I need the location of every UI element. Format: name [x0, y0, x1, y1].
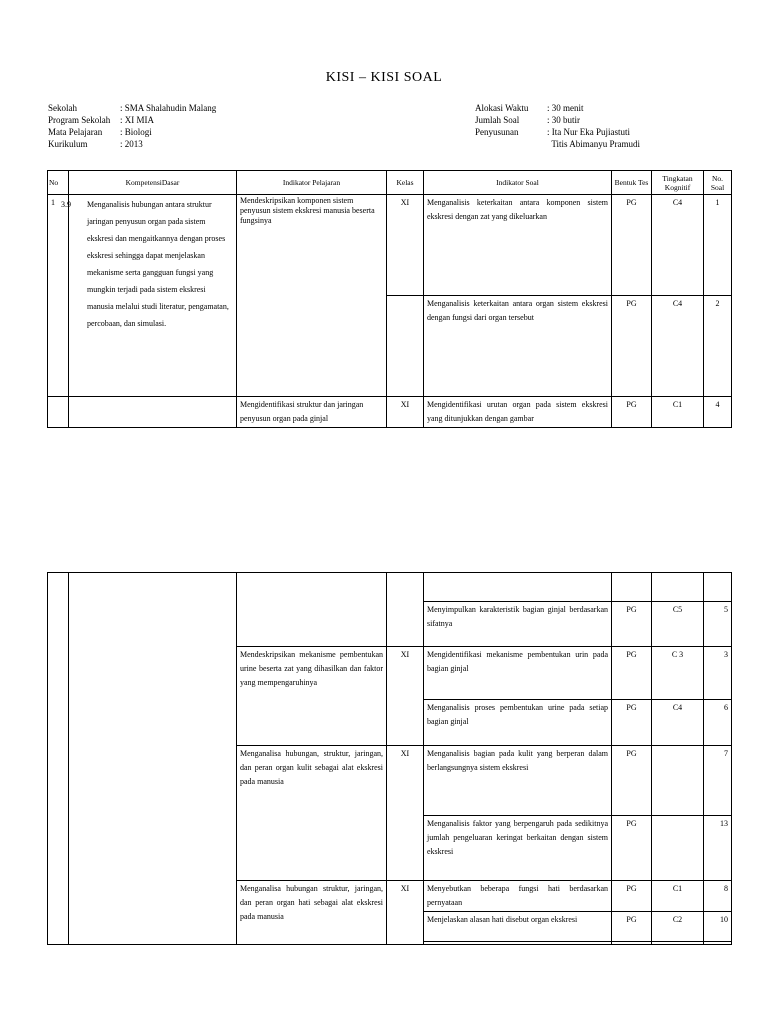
row-number: 1 [48, 195, 69, 397]
indikator-pelajaran-cell [237, 573, 387, 647]
tingkatan-kognitif-cell: C4 [652, 700, 704, 746]
indikator-soal-cell: Menganalisis faktor yang berpengaruh pada sedikitnya jumlah pengeluaran keringat berkaitan dengan sistem ekskresi [424, 816, 612, 881]
no-soal-cell: 1 [704, 195, 732, 296]
header-no-soal: No. Soal [704, 171, 732, 195]
no-soal-cell: 7 [704, 746, 732, 816]
kompetensi-dasar-description: Menganalisis hubungan antara struktur jaringan penyusun organ pada sistem ekskresi dan mengaitkannya dengan proses ekskresi sehingga dapat menjelaskan mekanisme serta gangguan fungsi yang mungkin terjadi pada sistem ekskresi manusia melalui studi literatur, pengamatan, percobaan, dan simulasi. [87, 200, 229, 328]
info-program [48, 114, 216, 126]
indikator-soal-cell: Mengidentifikasi urutan organ pada sistem ekskresi yang ditunjukkan dengan gambar [424, 397, 612, 428]
no-soal-cell [704, 573, 732, 602]
bentuk-tes-cell: PG [612, 881, 652, 912]
info-label: Jumlah Soal [475, 115, 520, 125]
indikator-soal-cell: Menganalisis keterkaitan antara organ sistem ekskresi dengan fungsi dari organ tersebut [424, 296, 612, 397]
no-soal-cell: 3 [704, 647, 732, 700]
info-value: : 2013 [120, 139, 143, 149]
info-label: Sekolah [48, 103, 77, 113]
info-label: Kurikulum [48, 139, 88, 149]
header-row [48, 171, 732, 195]
info-label [475, 138, 547, 150]
tingkatan-kognitif-cell: C5 [652, 602, 704, 647]
kompetensi-dasar-cell [61, 195, 237, 397]
tingkatan-kognitif-cell [652, 816, 704, 881]
tingkatan-kognitif-cell: C4 [652, 296, 704, 397]
bentuk-tes-cell [612, 573, 652, 602]
table-row [48, 397, 732, 428]
kompetensi-dasar-cell [69, 573, 237, 945]
info-label: Mata Pelajaran [48, 127, 103, 137]
indikator-pelajaran-cell: Mendeskripsikan komponen sistem penyusun sistem ekskresi manusia beserta fungsinya [237, 195, 387, 397]
no-soal-cell: 2 [704, 296, 732, 397]
indikator-soal-cell: Menyimpulkan karakteristik bagian ginjal berdasarkan sifatnya [424, 602, 612, 647]
indikator-pelajaran-cell: Mengidentifikasi struktur dan jaringan penyusun organ pada ginjal [237, 397, 387, 428]
kompetensi-dasar-cell [69, 397, 237, 428]
indikator-pelajaran-cell: Menganalisa hubungan struktur, jaringan, dan peran organ hati sebagai alat ekskresi pada manusia [237, 881, 387, 945]
info-left [48, 102, 216, 150]
header-indikator-soal: Indikator Soal [424, 171, 612, 195]
header-tingkatan-kognitif: Tingkatan Kognitif [652, 171, 704, 195]
no-soal-cell: 4 [704, 397, 732, 428]
info-kurikulum [48, 138, 216, 150]
table-row [48, 195, 732, 296]
tingkatan-kognitif-cell: C1 [652, 397, 704, 428]
bentuk-tes-cell: PG [612, 602, 652, 647]
document-title: KISI – KISI SOAL [325, 70, 443, 85]
indikator-soal-cell: Menganalisis keterkaitan antara komponen sistem ekskresi dengan zat yang dikeluarkan [424, 195, 612, 296]
no-soal-cell: 5 [704, 602, 732, 647]
indikator-soal-cell: Menganalisis proses pembentukan urine pada setiap bagian ginjal [424, 700, 612, 746]
tingkatan-kognitif-cell: C 3 [652, 647, 704, 700]
info-value: Titis Abimanyu Pramudi [547, 139, 641, 149]
indikator-soal-cell: Menjelaskan alasan hati disebut organ ekskresi [424, 912, 612, 942]
bentuk-tes-cell: PG [612, 195, 652, 296]
tingkatan-kognitif-cell [652, 746, 704, 816]
indikator-soal-cell: Menyebutkan beberapa fungsi hati berdasarkan pernyataan [424, 881, 612, 912]
tingkatan-kognitif-cell [652, 942, 704, 945]
kelas-cell [387, 573, 424, 647]
indikator-pelajaran-cell: Menganalisa hubungan, struktur, jaringan, dan peran organ kulit sebagai alat ekskresi pada manusia [237, 746, 387, 881]
info-value: : Ita Nur Eka Pujiastuti [547, 127, 630, 137]
header-no: No [48, 171, 69, 195]
indikator-pelajaran-cell: Mendeskripsikan mekanisme pembentukan urine beserta zat yang dihasilkan dan faktor yang mempengaruhinya [237, 647, 387, 746]
kompetensi-dasar-number: 3.9 [61, 200, 71, 209]
kelas-cell: XI [387, 881, 424, 945]
kisi-table-page-1 [47, 170, 732, 428]
info-jumlah [475, 114, 640, 126]
no-soal-cell: 8 [704, 881, 732, 912]
row-number [48, 573, 69, 945]
info-value: : Biologi [120, 127, 152, 137]
no-soal-cell [704, 942, 732, 945]
kelas-cell: XI [387, 195, 424, 296]
info-right [475, 102, 640, 150]
info-sekolah [48, 102, 216, 114]
bentuk-tes-cell: PG [612, 397, 652, 428]
tingkatan-kognitif-cell: C2 [652, 912, 704, 942]
tingkatan-kognitif-cell: C4 [652, 195, 704, 296]
info-value: : 30 menit [547, 103, 584, 113]
header-bentuk-tes: Bentuk Tes [612, 171, 652, 195]
info-mapel [48, 126, 216, 138]
table-row [48, 573, 732, 602]
bentuk-tes-cell: PG [612, 700, 652, 746]
kelas-cell: XI [387, 647, 424, 746]
info-value: : XI MIA [120, 115, 154, 125]
no-soal-cell: 13 [704, 816, 732, 881]
row-number [48, 397, 69, 428]
bentuk-tes-cell: PG [612, 647, 652, 700]
kompetensi-dasar-text [61, 196, 233, 332]
bentuk-tes-cell: PG [612, 296, 652, 397]
header-kompetensi-dasar: KompetensiDasar [69, 171, 237, 195]
indikator-soal-cell [424, 942, 612, 945]
info-penyusun-2 [475, 138, 640, 150]
header-kelas: Kelas [387, 171, 424, 195]
indikator-soal-cell: Menganalisis bagian pada kulit yang berperan dalam berlangsungnya sistem ekskresi [424, 746, 612, 816]
bentuk-tes-cell: PG [612, 746, 652, 816]
info-label: Program Sekolah [48, 115, 111, 125]
bentuk-tes-cell [612, 942, 652, 945]
info-penyusun [475, 126, 640, 138]
tingkatan-kognitif-cell: C1 [652, 881, 704, 912]
info-label: Alokasi Waktu [475, 103, 529, 113]
kelas-cell: XI [387, 746, 424, 881]
indikator-soal-cell [424, 573, 612, 602]
info-value: : 30 butir [547, 115, 580, 125]
bentuk-tes-cell: PG [612, 816, 652, 881]
indikator-soal-cell: Mengidentifikasi mekanisme pembentukan urin pada bagian ginjal [424, 647, 612, 700]
bentuk-tes-cell: PG [612, 912, 652, 942]
info-label: Penyusunan [475, 127, 519, 137]
info-value: : SMA Shalahudin Malang [120, 103, 217, 113]
tingkatan-kognitif-cell [652, 573, 704, 602]
kelas-cell: XI [387, 397, 424, 428]
no-soal-cell: 10 [704, 912, 732, 942]
kelas-cell [387, 296, 424, 397]
no-soal-cell: 6 [704, 700, 732, 746]
info-alokasi [475, 102, 640, 114]
kisi-table-page-2 [47, 572, 732, 945]
header-indikator-pelajaran: Indikator Pelajaran [237, 171, 387, 195]
